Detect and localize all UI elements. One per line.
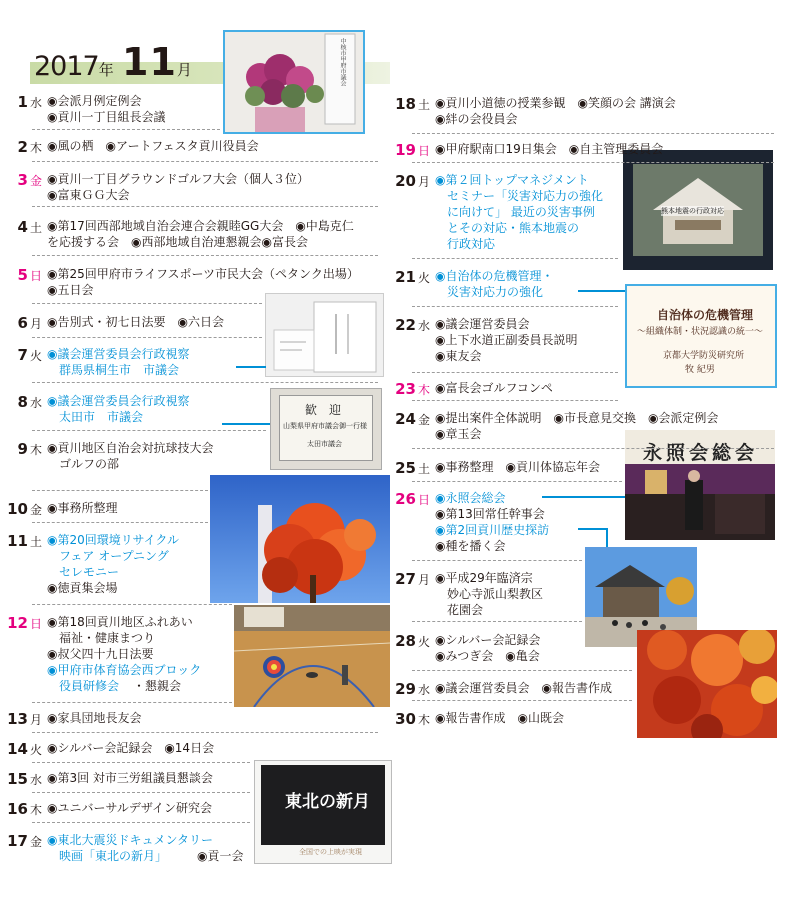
seminar-slide-photo — [623, 150, 773, 270]
sep-4 — [32, 255, 378, 256]
leader-line-d26b — [578, 528, 608, 530]
entry-line: ◉第3回 対市三労組議員懇談会 — [47, 771, 213, 785]
entry-line: ◉第25回甲府市ライフスポーツ市民大会（ペタンク出場） — [47, 267, 359, 281]
entry-line: ◉風の栖 ◉アートフェスタ貢川役員会 — [47, 139, 259, 153]
weekday: 月 — [29, 317, 42, 331]
sep-r11 — [412, 670, 632, 671]
day-number: 29 — [395, 680, 416, 698]
entry-line: 災害対応力の強化 — [447, 285, 544, 299]
day-number: 13 — [7, 710, 28, 728]
entry-line: ◉告別式・初七日法要 ◉六日会 — [47, 315, 224, 329]
day-number: 21 — [395, 268, 416, 286]
day-number: 5 — [17, 266, 28, 284]
entry-line: ◉第20回環境リサイクル — [47, 533, 180, 547]
weekday: 金 — [417, 413, 430, 427]
day-number: 4 — [17, 218, 28, 236]
weekday: 木 — [417, 713, 430, 727]
day-number: 19 — [395, 141, 416, 159]
gym-floor-photo — [234, 605, 390, 707]
day-number: 17 — [7, 832, 28, 850]
title-month-suffix: 月 — [176, 61, 192, 79]
entry-line: 妙心寺派山梨教区 — [447, 587, 544, 601]
weekday: 火 — [417, 271, 430, 285]
leader-line-d8 — [222, 423, 270, 425]
entry-line: ◉甲府市体育協会西ブロック — [47, 663, 202, 677]
weekday: 木 — [29, 141, 42, 155]
sep-9 — [32, 490, 208, 491]
sep-r5 — [412, 372, 618, 373]
weekday: 月 — [417, 573, 430, 587]
entry-line: ◉貢一会 — [197, 849, 244, 863]
weekday: 土 — [29, 221, 42, 235]
entry-line: ◉富東ＧＧ大会 — [47, 188, 130, 202]
entry-line: ◉議会運営委員会行政視察 — [47, 394, 190, 408]
book-title: 自治体の危機管理 — [657, 308, 754, 322]
entry-line: ◉五日会 — [47, 283, 94, 297]
entry-line: を応援する会 ◉西部地域自治連懇親会◉富長会 — [47, 235, 308, 249]
entry-line: ◉絆の会役員会 — [435, 112, 518, 126]
day-number: 10 — [7, 500, 28, 518]
movie-subtitle: 全国での上映が実現 — [299, 848, 362, 856]
day-number: 22 — [395, 316, 416, 334]
weekday: 土 — [417, 462, 430, 476]
documents-photo — [265, 293, 384, 377]
weekday: 木 — [29, 443, 42, 457]
entry-line: ◉議会運営委員会行政視察 — [47, 347, 190, 361]
movie-poster-photo — [254, 760, 392, 864]
entry-line: ◉家具団地長友会 — [47, 711, 142, 725]
entry-line: ◉提出案件全体説明 ◉市長意見交換 ◉会派定例会 — [435, 411, 719, 425]
weekday: 月 — [417, 175, 430, 189]
weekday: 水 — [417, 683, 430, 697]
entry-line: ◉第２回トップマネジメント — [435, 173, 589, 187]
day-number: 6 — [17, 314, 28, 332]
entry-line: に向けて」 最近の災害事例 — [447, 205, 595, 219]
sep-r4 — [412, 306, 618, 307]
weekday: 金 — [29, 503, 42, 517]
entry-line: ◉貢川地区自治会対抗球技大会 — [47, 441, 214, 455]
hall-meeting-photo — [625, 430, 775, 540]
day-number: 15 — [7, 770, 28, 788]
entry-line: ◉東北大震災ドキュメンタリー — [47, 833, 213, 847]
day-number: 24 — [395, 410, 416, 428]
book-author-name: 牧 紀男 — [685, 365, 715, 375]
sep-r8 — [412, 481, 622, 482]
entry-line: ◉第2回貢川歴史探訪 — [435, 523, 550, 537]
leader-vline-d26b — [606, 528, 608, 547]
sep-3 — [32, 206, 378, 207]
entry-line: ◉シルバー会記録会 — [435, 633, 541, 647]
entry-line: ◉第18回貢川地区ふれあい — [47, 615, 193, 629]
entry-line: ◉貢川小道徳の授業参観 ◉笑顔の会 講演会 — [435, 96, 676, 110]
book-cover — [625, 284, 777, 388]
welcome-line2: 太田市議会 — [307, 440, 342, 448]
entry-line: 福祉・健康まつり — [59, 631, 156, 645]
day-number: 12 — [7, 614, 28, 632]
leader-line-d7 — [236, 366, 266, 368]
day-number: 14 — [7, 740, 28, 758]
sep-r10 — [412, 621, 582, 622]
sep-r7 — [412, 448, 774, 449]
entry-line: ◉富長会ゴルフコンペ — [435, 381, 553, 395]
sep-r6 — [412, 400, 618, 401]
sep-11 — [32, 604, 232, 605]
day-number: 20 — [395, 172, 416, 190]
entry-line: 映画「東北の新月」 — [59, 849, 168, 863]
welcome-sign-photo — [270, 388, 382, 470]
day-number: 30 — [395, 710, 416, 728]
seminar-slide-caption: 熊本地震の行政対応 — [661, 207, 724, 215]
day-number: 2 — [17, 138, 28, 156]
day-number: 16 — [7, 800, 28, 818]
sep-6 — [32, 337, 262, 338]
entry-line: ・懇親会 — [133, 679, 182, 693]
weekday: 水 — [29, 773, 42, 787]
day-number: 11 — [7, 532, 28, 550]
entry-line: セレモニー — [59, 565, 120, 579]
entry-line: ◉貢川一丁目グラウンドゴルフ大会（個人３位） — [47, 172, 309, 186]
weekday: 日 — [29, 617, 42, 631]
sep-r2 — [412, 162, 774, 163]
weekday: 水 — [29, 396, 42, 410]
entry-line: 太田市 市議会 — [59, 410, 144, 424]
sep-12 — [32, 702, 232, 703]
day-number: 25 — [395, 459, 416, 477]
sep-r1 — [412, 133, 774, 134]
entry-line: フェア オープニング — [59, 549, 169, 563]
title-year: 2017 — [34, 51, 99, 82]
entry-line: セミナー「災害対応力の強化 — [447, 189, 604, 203]
entry-line: ◉会派月例定例会 — [47, 94, 142, 108]
weekday: 月 — [29, 713, 42, 727]
weekday: 日 — [417, 144, 430, 158]
day-number: 18 — [395, 95, 416, 113]
entry-line: 花園会 — [447, 603, 484, 617]
movie-title: 東北の新月 — [285, 792, 370, 812]
weekday: 水 — [417, 319, 430, 333]
entry-line: 群馬県桐生市 市議会 — [59, 363, 180, 377]
entry-line: ◉徳貢集会場 — [47, 581, 118, 595]
page-title — [34, 40, 192, 84]
day-number: 7 — [17, 346, 28, 364]
entry-line: ◉議会運営委員会 — [435, 317, 530, 331]
day-number: 26 — [395, 490, 416, 508]
hall-banner: 永照会総会 — [643, 442, 759, 464]
entry-line: ◉ユニバーサルデザイン研究会 — [47, 801, 213, 815]
weekday: 木 — [417, 383, 430, 397]
entry-line: ◉上下水道正副委員長説明 — [435, 333, 578, 347]
day-number: 3 — [17, 171, 28, 189]
entry-line: 行政対応 — [447, 237, 496, 251]
entry-line: 役員研修会 — [59, 679, 120, 693]
weekday: 火 — [417, 635, 430, 649]
day-number: 1 — [17, 93, 28, 111]
entry-line: ◉叔父四十九日法要 — [47, 647, 154, 661]
entry-line: ◉シルバー会記録会 ◉14日会 — [47, 741, 215, 755]
entry-line: ◉第17回西部地域自治会連合会親睦GG大会 ◉中島克仁 — [47, 219, 354, 233]
autumn-tree-photo — [210, 475, 390, 603]
sep-r9 — [412, 560, 582, 561]
weekday: 土 — [29, 535, 42, 549]
weekday: 木 — [29, 803, 42, 817]
entry-line: ◉議会運営委員会 ◉報告書作成 — [435, 681, 612, 695]
weekday: 金 — [29, 835, 42, 849]
weekday: 土 — [417, 98, 430, 112]
day-number: 27 — [395, 570, 416, 588]
entry-line: ◉種を播く会 — [435, 539, 506, 553]
sep-13 — [32, 732, 378, 733]
day-number: 23 — [395, 380, 416, 398]
sep-15 — [32, 792, 250, 793]
weekday: 日 — [29, 269, 42, 283]
entry-line: ◉報告書作成 ◉山既会 — [435, 711, 564, 725]
welcome-line1: 山梨県甲府市議会御一行様 — [283, 422, 367, 430]
day-number: 9 — [17, 440, 28, 458]
welcome-title: 歓 迎 — [305, 403, 342, 417]
sep-16 — [32, 822, 250, 823]
entry-line: ◉みつぎ会 ◉亀会 — [435, 649, 540, 663]
weekday: 日 — [417, 493, 430, 507]
weekday: 金 — [29, 174, 42, 188]
sep-8 — [32, 430, 266, 431]
sep-10 — [32, 522, 208, 523]
entry-line: ◉第13回常任幹事会 — [435, 507, 545, 521]
book-author-affiliation: 京都大学防災研究所 — [663, 351, 745, 361]
leader-line-d26a — [542, 496, 625, 498]
entry-line: ◉貢川一丁目組長会議 — [47, 110, 166, 124]
day-number: 28 — [395, 632, 416, 650]
title-month: 11 — [122, 40, 177, 84]
entry-line: ◉章玉会 — [435, 427, 482, 441]
sep-r12 — [412, 700, 632, 701]
title-year-suffix: 年 — [98, 61, 114, 79]
entry-line: ◉自治体の危機管理・ — [435, 269, 554, 283]
flower-photo — [223, 30, 365, 134]
entry-line: とその対応・熊本地震の — [447, 221, 580, 235]
entry-line: ◉甲府駅南口19日集会 ◉自主管理委員会 — [435, 142, 664, 156]
sep-14 — [32, 762, 250, 763]
entry-line: ◉永照会総会 — [435, 491, 506, 505]
sign-card-text: 中核市甲府市議会 — [339, 38, 346, 86]
sep-2 — [32, 161, 378, 162]
sep-r3 — [412, 258, 618, 259]
sep-7 — [32, 382, 378, 383]
maple-leaves-photo — [637, 630, 777, 738]
weekday: 水 — [29, 96, 42, 110]
leader-line-d21 — [578, 290, 625, 292]
sep-1 — [32, 129, 220, 130]
book-subtitle: ～組織体制・状況認識の統一～ — [637, 327, 764, 337]
weekday: 火 — [29, 349, 42, 363]
entry-line: ゴルフの部 — [59, 457, 120, 471]
day-number: 8 — [17, 393, 28, 411]
weekday: 火 — [29, 743, 42, 757]
entry-line: ◉東友会 — [435, 349, 482, 363]
entry-line: ◉事務所整理 — [47, 501, 118, 515]
entry-line: ◉平成29年臨済宗 — [435, 571, 533, 585]
sep-5 — [32, 303, 262, 304]
entry-line: ◉事務整理 ◉貢川体協忘年会 — [435, 460, 600, 474]
